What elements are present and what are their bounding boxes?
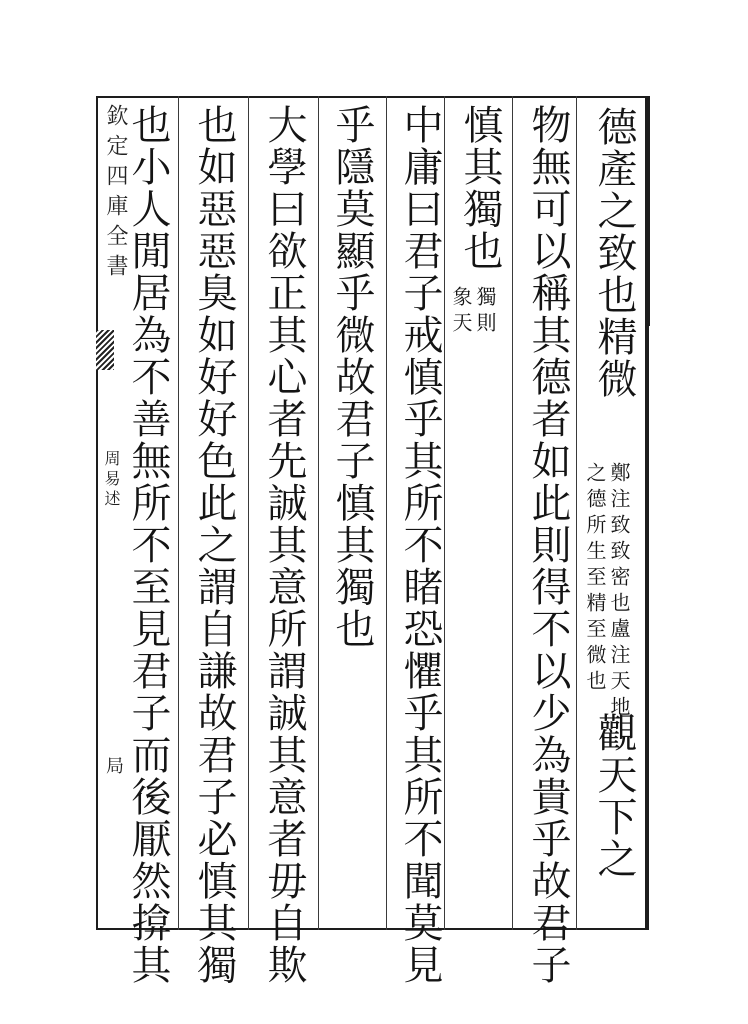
- text-column-5: 乎隱莫顯乎微故君子慎其獨也: [329, 104, 375, 650]
- annotation-note: 象天: [449, 286, 473, 338]
- text-column-1-tail: 觀天下之: [591, 712, 637, 880]
- text-column-6: 大學曰欲正其心者先誠其意所謂誠其意者毋自欺: [261, 104, 307, 986]
- text-column-2: 物無可以稱其德者如此則得不以少為貴乎故君子: [525, 104, 571, 986]
- column-rule: [512, 96, 513, 930]
- column-rule: [318, 96, 319, 930]
- text-column-8: 也小人閒居為不善無所不至見君子而後厭然揜其: [125, 104, 171, 986]
- book-title: 欽定四庫全書: [103, 104, 128, 284]
- text-column-3: 慎其獨也: [457, 104, 503, 272]
- text-column-1: 德產之致也精微: [591, 106, 637, 400]
- section-title: 周易述: [102, 450, 121, 510]
- annotation-note: 獨則: [473, 286, 497, 338]
- annotation-note: 鄭注致致密也盧注天地: [607, 462, 631, 722]
- text-column-4: 中庸曰君子戒慎乎其所不睹恐懼乎其所不聞莫見: [397, 104, 443, 986]
- column-rule: [248, 96, 249, 930]
- page-mark: 局: [103, 756, 124, 774]
- column-rule: [386, 96, 387, 930]
- annotation-note: 之德所生至精至微也: [583, 462, 607, 696]
- column-rule: [576, 96, 577, 930]
- frame-notch: [648, 96, 658, 326]
- fish-tail-mark: [96, 330, 114, 370]
- text-column-7: 也如惡惡臭如好好色此之謂自謙故君子必慎其獨: [191, 104, 237, 986]
- column-rule: [178, 96, 179, 930]
